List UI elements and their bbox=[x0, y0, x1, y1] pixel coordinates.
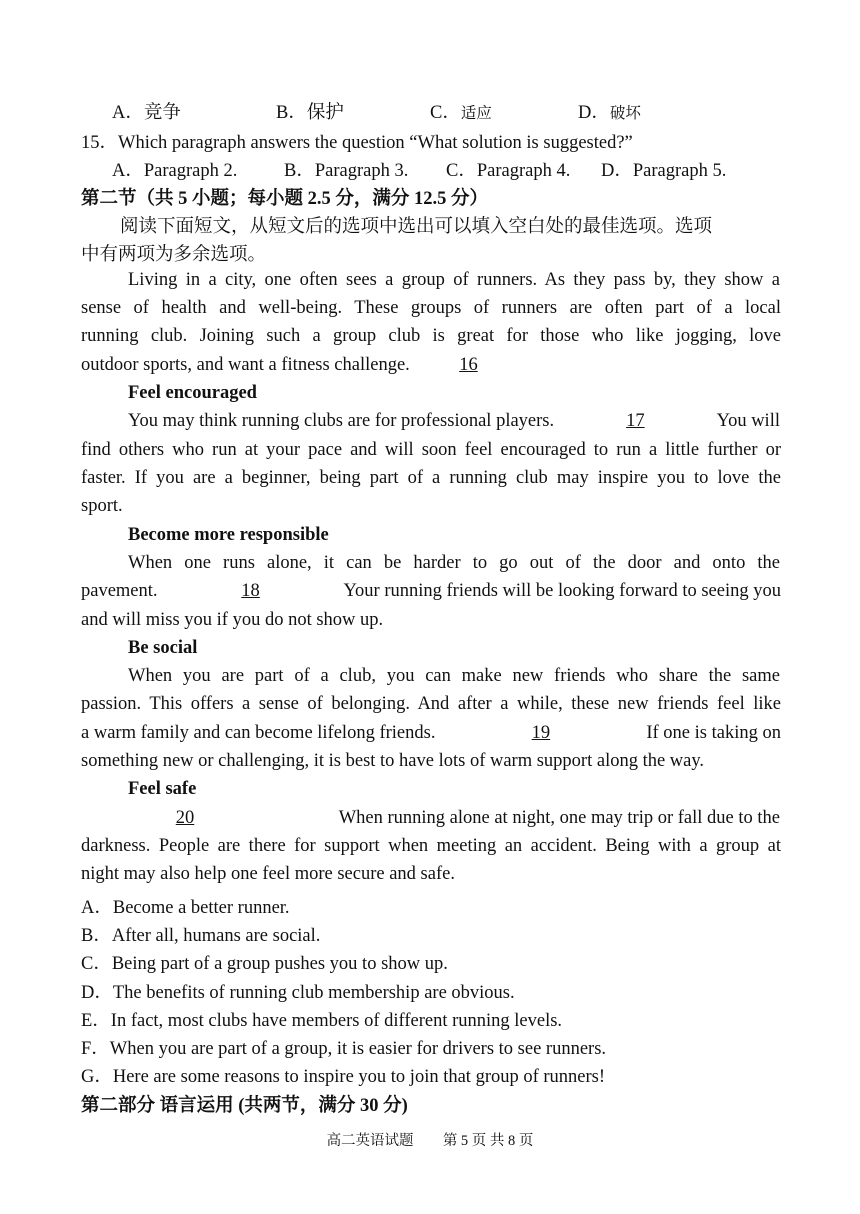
q14-option-a: A．竞争 bbox=[112, 103, 181, 123]
q15-option-c: C．Paragraph 4. bbox=[446, 161, 571, 181]
instructions-line1: 阅读下面短文，从短文后的选项中选出可以填入空白处的最佳选项。选项 bbox=[120, 217, 713, 237]
blank-20: 20 bbox=[175, 808, 195, 828]
q15-option-d: D．Paragraph 5. bbox=[601, 161, 727, 181]
heading-be-social: Be social bbox=[128, 638, 198, 658]
footer-subject: 高二英语试题 bbox=[326, 1133, 414, 1149]
passage-p1-line1: Living in a city, one often sees a group of runners. As they pass by, they show a bbox=[128, 270, 780, 290]
q14-option-a-text: 竞争 bbox=[143, 103, 181, 123]
choice-e: E．In fact, most clubs have members of different running levels. bbox=[81, 1011, 563, 1031]
heading-feel-safe: Feel safe bbox=[128, 779, 197, 799]
passage-p2-line4: sport. bbox=[81, 496, 123, 516]
passage-p1-line4: outdoor sports, and want a fitness challenge. 16 bbox=[81, 355, 781, 376]
q14-option-c-text: 适应 bbox=[460, 105, 492, 122]
passage-p5-line1: 20 When running alone at night, one may trip or fall due to the bbox=[128, 808, 780, 829]
passage-p4-line1: When you are part of a club, you can make new friends who share the same bbox=[128, 666, 780, 686]
q15-stem: 15．Which paragraph answers the question “What solution is suggested?” bbox=[81, 133, 633, 153]
page-footer bbox=[0, 1129, 860, 1150]
passage-p2-line2: find others who run at your pace and will soon feel encouraged to run a little further or bbox=[81, 440, 781, 460]
choice-f: F．When you are part of a group, it is easier for drivers to see runners. bbox=[81, 1039, 607, 1059]
choice-d: D．The benefits of running club membership are obvious. bbox=[81, 983, 515, 1003]
q14-option-d: D．破坏 bbox=[578, 103, 641, 123]
passage-p1-line2: sense of health and well-being. These groups of runners are often part of a local bbox=[81, 298, 781, 318]
blank-19: 19 bbox=[531, 723, 551, 743]
q14-option-d-text: 破坏 bbox=[609, 105, 641, 122]
choice-a: A．Become a better runner. bbox=[81, 898, 290, 918]
instructions-line2: 中有两项为多余选项。 bbox=[81, 245, 267, 265]
q14-option-b-text: 保护 bbox=[306, 103, 344, 123]
passage-p4-line2: passion. This offers a sense of belonging. And after a while, these new friends feel like bbox=[81, 694, 781, 714]
q14-option-c: C．适应 bbox=[430, 103, 492, 123]
passage-p3-line1: When one runs alone, it can be harder to go out of the door and onto the bbox=[128, 553, 780, 573]
passage-p5-line2: darkness. People are there for support when meeting an accident. Being with a group at bbox=[81, 836, 781, 856]
passage-p4-line3: a warm family and can become lifelong friends. 19 If one is taking on bbox=[81, 723, 781, 743]
heading-become-more-responsible: Become more responsible bbox=[128, 525, 329, 545]
passage-p2-line3: faster. If you are a beginner, being part of a running club may inspire you to love the bbox=[81, 468, 781, 488]
q15-option-b: B．Paragraph 3. bbox=[284, 161, 409, 181]
part2-title: 第二部分 语言运用 (共两节，满分 30 分) bbox=[81, 1096, 408, 1116]
passage-p3-line3: and will miss you if you do not show up. bbox=[81, 610, 384, 630]
q14-option-b: B．保护 bbox=[276, 103, 344, 123]
q15-option-a: A．Paragraph 2. bbox=[112, 161, 238, 181]
passage-p2-line1: You may think running clubs are for professional players. 17 You will bbox=[128, 411, 780, 431]
blank-17: 17 bbox=[626, 411, 645, 431]
blank-18: 18 bbox=[241, 581, 260, 601]
choice-b: B．After all, humans are social. bbox=[81, 926, 321, 946]
passage-p5-line3: night may also help one feel more secure and safe. bbox=[81, 864, 455, 884]
blank-16: 16 bbox=[459, 355, 478, 375]
passage-p4-line4: something new or challenging, it is best to have lots of warm support along the way. bbox=[81, 751, 705, 771]
passage-p3-line2: pavement. 18 Your running friends will be looking forward to seeing you bbox=[81, 581, 781, 601]
section2-title: 第二节（共 5 小题；每小题 2.5 分，满分 12.5 分） bbox=[81, 189, 489, 209]
choice-g: G．Here are some reasons to inspire you to join that group of runners! bbox=[81, 1067, 606, 1087]
choice-c: C．Being part of a group pushes you to show up. bbox=[81, 954, 448, 974]
heading-feel-encouraged: Feel encouraged bbox=[128, 383, 257, 403]
footer-page-info: 第 5 页 共 8 页 bbox=[442, 1133, 534, 1149]
passage-p1-line3: running club. Joining such a group club is great for those who like jogging, love bbox=[81, 326, 781, 346]
